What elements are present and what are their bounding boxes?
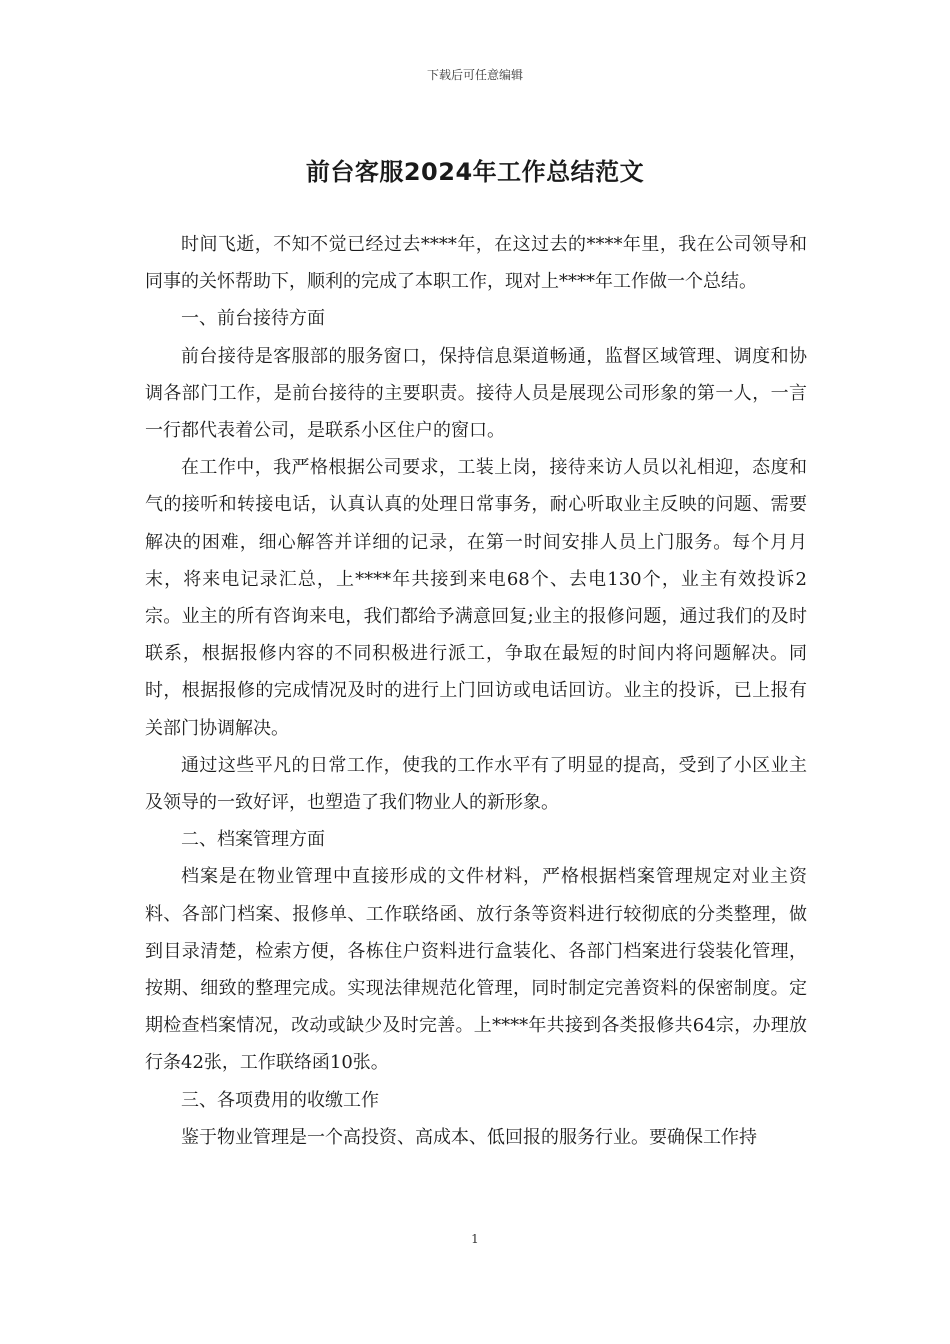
- document-title: 前台客服2024年工作总结范文: [305, 158, 645, 186]
- paragraph-archives: 档案是在物业管理中直接形成的文件材料，严格根据档案管理规定对业主资料、各部门档案、报修单、工作联络函、放行条等资料进行较彻底的分类整理，做到目录清楚，检索方便，各栋住户资料进行盒装化、各部门档案进行袋装化管理，按期、细致的整理完成。实现法律规范化管理，同时制定完善资料的保密制度。定期检查档案情况，改动或缺少及时完善。上****年共接到各类报修共64宗，办理放行条42张，工作联络函10张。: [145, 866, 807, 1074]
- section-heading-fees: 三、各项费用的收缴工作: [181, 1089, 379, 1111]
- paragraph-reception-result: 通过这些平凡的日常工作，使我的工作水平有了明显的提高，受到了小区业主及领导的一致好评，也塑造了我们物业人的新形象。: [145, 754, 807, 814]
- paragraph-fees: 鉴于物业管理是一个高投资、高成本、低回报的服务行业。要确保工作持: [181, 1126, 757, 1148]
- paragraph-reception-work: 在工作中，我严格根据公司要求，工装上岗，接待来访人员以礼相迎，态度和气的接听和转接电话，认真认真的处理日常事务，耐心听取业主反映的问题、需要解决的困难，细心解答并详细的记录，在第一时间安排人员上门服务。每个月月末，将来电记录汇总，上****年共接到来电68个、去电130个，业主有效投诉2宗。业主的所有咨询来电，我们都给予满意回复;业主的报修问题，通过我们的及时联系，根据报修内容的不同积极进行派工，争取在最短的时间内将问题解决。同时，根据报修的完成情况及时的进行上门回访或电话回访。业主的投诉，已上报有关部门协调解决。: [145, 457, 807, 739]
- section-heading-archives: 二、档案管理方面: [181, 829, 325, 851]
- paragraph-intro: 时间飞逝，不知不觉已经过去****年，在这过去的****年里，我在公司领导和同事的关怀帮助下，顺利的完成了本职工作，现对上****年工作做一个总结。: [145, 234, 807, 293]
- paragraph-reception-role: 前台接待是客服部的服务窗口，保持信息渠道畅通，监督区域管理、调度和协调各部门工作，是前台接待的主要职责。接待人员是展现公司形象的第一人，一言一行都代表着公司，是联系小区住户的窗口。: [145, 345, 807, 442]
- document-body: [145, 226, 807, 1156]
- page-number: 1: [471, 1232, 479, 1246]
- section-heading-reception: 一、前台接待方面: [181, 308, 325, 330]
- page-header-note: 下载后可任意编辑: [426, 68, 523, 82]
